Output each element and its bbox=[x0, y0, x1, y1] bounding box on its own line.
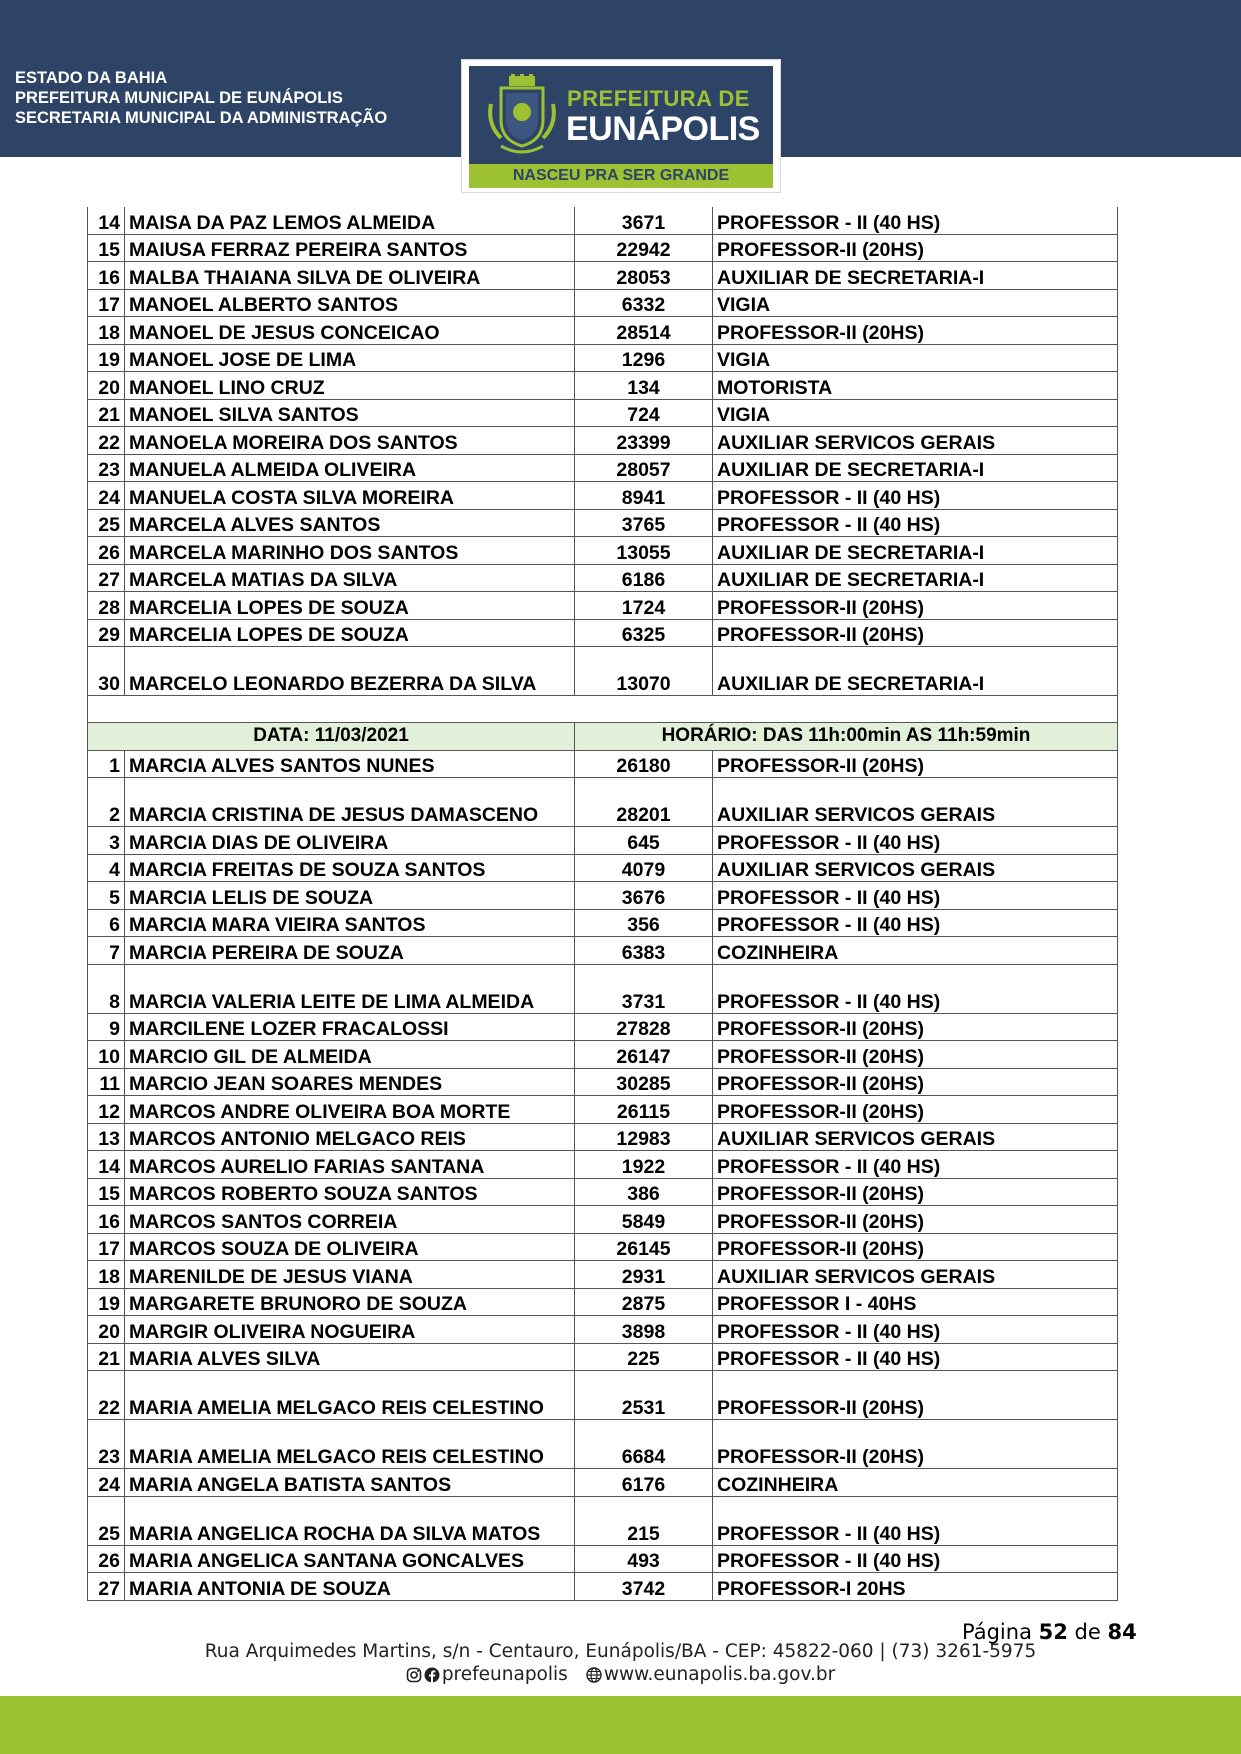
employee-name: MARIA AMELIA MELGACO REIS CELESTINO bbox=[125, 1420, 575, 1469]
row-number: 14 bbox=[88, 1151, 125, 1179]
registration-number: 1922 bbox=[575, 1151, 713, 1179]
table-row bbox=[88, 1420, 1118, 1469]
employee-name: MARCIA CRISTINA DE JESUS DAMASCENO bbox=[125, 778, 575, 827]
job-title: AUXILIAR DE SECRETARIA-I bbox=[713, 454, 1118, 482]
job-title: AUXILIAR DE SECRETARIA-I bbox=[713, 647, 1118, 696]
registration-number: 724 bbox=[575, 399, 713, 427]
job-title: PROFESSOR-II (20HS) bbox=[713, 1420, 1118, 1469]
job-title: PROFESSOR - II (40 HS) bbox=[713, 1151, 1118, 1179]
table-row bbox=[88, 1496, 1118, 1545]
row-number: 29 bbox=[88, 619, 125, 647]
job-title: AUXILIAR SERVICOS GERAIS bbox=[713, 778, 1118, 827]
table-row bbox=[88, 1013, 1118, 1041]
job-title: PROFESSOR - II (40 HS) bbox=[713, 1545, 1118, 1573]
registration-number: 28057 bbox=[575, 454, 713, 482]
job-title: COZINHEIRA bbox=[713, 937, 1118, 965]
table-row bbox=[88, 778, 1118, 827]
registration-number: 26180 bbox=[575, 750, 713, 778]
logo-panel bbox=[469, 66, 773, 164]
employee-name: MARCOS ROBERTO SOUZA SANTOS bbox=[125, 1178, 575, 1206]
registration-number: 493 bbox=[575, 1545, 713, 1573]
registration-number: 5849 bbox=[575, 1206, 713, 1234]
header-secretariat: SECRETARIA MUNICIPAL DA ADMINISTRAÇÃO bbox=[15, 109, 388, 127]
row-number: 28 bbox=[88, 592, 125, 620]
registration-number: 6684 bbox=[575, 1420, 713, 1469]
table-row bbox=[88, 1469, 1118, 1497]
table-row bbox=[88, 1123, 1118, 1151]
row-number: 4 bbox=[88, 854, 125, 882]
job-title: PROFESSOR - II (40 HS) bbox=[713, 1496, 1118, 1545]
employee-name: MARIA AMELIA MELGACO REIS CELESTINO bbox=[125, 1371, 575, 1420]
header-state: ESTADO DA BAHIA bbox=[15, 69, 168, 87]
employee-name: MANOEL LINO CRUZ bbox=[125, 372, 575, 400]
row-number: 8 bbox=[88, 964, 125, 1013]
employee-name: MANUELA ALMEIDA OLIVEIRA bbox=[125, 454, 575, 482]
row-number: 17 bbox=[88, 1233, 125, 1261]
job-title: COZINHEIRA bbox=[713, 1469, 1118, 1497]
registration-number: 6325 bbox=[575, 619, 713, 647]
employee-name: MARIA ALVES SILVA bbox=[125, 1343, 575, 1371]
table-row bbox=[88, 1288, 1118, 1316]
table-row bbox=[88, 1316, 1118, 1344]
logo-title-top: PREFEITURA DE bbox=[567, 86, 750, 111]
row-number: 7 bbox=[88, 937, 125, 965]
registration-number: 3676 bbox=[575, 882, 713, 910]
table-row bbox=[88, 854, 1118, 882]
row-number: 19 bbox=[88, 344, 125, 372]
schedule-table bbox=[87, 207, 1118, 1601]
employee-name: MARCIA FREITAS DE SOUZA SANTOS bbox=[125, 854, 575, 882]
job-title: PROFESSOR-II (20HS) bbox=[713, 234, 1118, 262]
footer-band bbox=[0, 1696, 1241, 1754]
row-number: 22 bbox=[88, 1371, 125, 1420]
session-time: HORÁRIO: DAS 11h:00min AS 11h:59min bbox=[575, 723, 1118, 751]
table-row bbox=[88, 937, 1118, 965]
table-row bbox=[88, 1233, 1118, 1261]
job-title: VIGIA bbox=[713, 399, 1118, 427]
job-title: AUXILIAR DE SECRETARIA-I bbox=[713, 262, 1118, 290]
page-label: Página bbox=[962, 1620, 1032, 1644]
row-number: 22 bbox=[88, 427, 125, 455]
job-title: PROFESSOR-II (20HS) bbox=[713, 1013, 1118, 1041]
table-row bbox=[88, 234, 1118, 262]
registration-number: 26115 bbox=[575, 1096, 713, 1124]
row-number: 20 bbox=[88, 1316, 125, 1344]
row-number: 25 bbox=[88, 1496, 125, 1545]
registration-number: 134 bbox=[575, 372, 713, 400]
job-title: PROFESSOR-II (20HS) bbox=[713, 1068, 1118, 1096]
employee-name: MARCOS AURELIO FARIAS SANTANA bbox=[125, 1151, 575, 1179]
registration-number: 27828 bbox=[575, 1013, 713, 1041]
table-row bbox=[88, 317, 1118, 345]
website-link[interactable]: www.eunapolis.ba.gov.br bbox=[603, 1664, 836, 1685]
job-title: PROFESSOR-II (20HS) bbox=[713, 1096, 1118, 1124]
row-number: 17 bbox=[88, 289, 125, 317]
table-row bbox=[88, 592, 1118, 620]
row-number: 16 bbox=[88, 262, 125, 290]
spacer-row bbox=[88, 696, 1118, 723]
row-number: 27 bbox=[88, 564, 125, 592]
registration-number: 3898 bbox=[575, 1316, 713, 1344]
registration-number: 26145 bbox=[575, 1233, 713, 1261]
registration-number: 2531 bbox=[575, 1371, 713, 1420]
row-number: 14 bbox=[88, 207, 125, 234]
registration-number: 3731 bbox=[575, 964, 713, 1013]
row-number: 21 bbox=[88, 1343, 125, 1371]
table-row bbox=[88, 427, 1118, 455]
employee-name: MARCOS SOUZA DE OLIVEIRA bbox=[125, 1233, 575, 1261]
registration-number: 3671 bbox=[575, 207, 713, 234]
row-number: 24 bbox=[88, 482, 125, 510]
header-prefecture: PREFEITURA MUNICIPAL DE EUNÁPOLIS bbox=[15, 89, 343, 107]
job-title: PROFESSOR-II (20HS) bbox=[713, 1371, 1118, 1420]
employee-name: MARCOS SANTOS CORREIA bbox=[125, 1206, 575, 1234]
registration-number: 28514 bbox=[575, 317, 713, 345]
employee-name: MARCELO LEONARDO BEZERRA DA SILVA bbox=[125, 647, 575, 696]
job-title: PROFESSOR-II (20HS) bbox=[713, 1233, 1118, 1261]
job-title: PROFESSOR - II (40 HS) bbox=[713, 909, 1118, 937]
registration-number: 13070 bbox=[575, 647, 713, 696]
employee-name: MANOEL ALBERTO SANTOS bbox=[125, 289, 575, 317]
employee-name: MANOELA MOREIRA DOS SANTOS bbox=[125, 427, 575, 455]
row-number: 16 bbox=[88, 1206, 125, 1234]
job-title: AUXILIAR SERVICOS GERAIS bbox=[713, 854, 1118, 882]
table-row bbox=[88, 750, 1118, 778]
row-number: 20 bbox=[88, 372, 125, 400]
row-number: 21 bbox=[88, 399, 125, 427]
employee-name: MARGARETE BRUNORO DE SOUZA bbox=[125, 1288, 575, 1316]
logo-title-main: EUNÁPOLIS bbox=[566, 110, 760, 148]
row-number: 18 bbox=[88, 317, 125, 345]
table-row bbox=[88, 882, 1118, 910]
table-row bbox=[88, 207, 1118, 234]
row-number: 26 bbox=[88, 1545, 125, 1573]
employee-name: MARCIA VALERIA LEITE DE LIMA ALMEIDA bbox=[125, 964, 575, 1013]
job-title: PROFESSOR I - 40HS bbox=[713, 1288, 1118, 1316]
employee-name: MARIA ANGELICA ROCHA DA SILVA MATOS bbox=[125, 1496, 575, 1545]
row-number: 2 bbox=[88, 778, 125, 827]
header-institution bbox=[15, 68, 387, 128]
table-row bbox=[88, 1343, 1118, 1371]
table-row bbox=[88, 509, 1118, 537]
job-title: PROFESSOR - II (40 HS) bbox=[713, 882, 1118, 910]
table-row bbox=[88, 909, 1118, 937]
job-title: PROFESSOR - II (40 HS) bbox=[713, 964, 1118, 1013]
row-number: 25 bbox=[88, 509, 125, 537]
employee-name: MARCIA PEREIRA DE SOUZA bbox=[125, 937, 575, 965]
table-row bbox=[88, 647, 1118, 696]
job-title: PROFESSOR - II (40 HS) bbox=[713, 207, 1118, 234]
registration-number: 3742 bbox=[575, 1573, 713, 1601]
table-row bbox=[88, 454, 1118, 482]
registration-number: 386 bbox=[575, 1178, 713, 1206]
table-row bbox=[88, 1573, 1118, 1601]
registration-number: 215 bbox=[575, 1496, 713, 1545]
employee-name: MANOEL JOSE DE LIMA bbox=[125, 344, 575, 372]
employee-name: MARCELA MATIAS DA SILVA bbox=[125, 564, 575, 592]
employee-name: MARCIA ALVES SANTOS NUNES bbox=[125, 750, 575, 778]
registration-number: 1296 bbox=[575, 344, 713, 372]
employee-name: MARCELIA LOPES DE SOUZA bbox=[125, 619, 575, 647]
employee-name: MALBA THAIANA SILVA DE OLIVEIRA bbox=[125, 262, 575, 290]
table-row bbox=[88, 1041, 1118, 1069]
employee-name: MARIA ANGELICA SANTANA GONCALVES bbox=[125, 1545, 575, 1573]
table-row bbox=[88, 482, 1118, 510]
instagram-icon bbox=[406, 1667, 422, 1683]
page-of: de bbox=[1074, 1620, 1101, 1644]
job-title: PROFESSOR-II (20HS) bbox=[713, 592, 1118, 620]
job-title: MOTORISTA bbox=[713, 372, 1118, 400]
registration-number: 4079 bbox=[575, 854, 713, 882]
logo-slogan: NASCEU PRA SER GRANDE bbox=[469, 164, 773, 188]
row-number: 9 bbox=[88, 1013, 125, 1041]
row-number: 26 bbox=[88, 537, 125, 565]
registration-number: 6186 bbox=[575, 564, 713, 592]
employee-name: MAISA DA PAZ LEMOS ALMEIDA bbox=[125, 207, 575, 234]
registration-number: 225 bbox=[575, 1343, 713, 1371]
employee-name: MARCIA DIAS DE OLIVEIRA bbox=[125, 827, 575, 855]
session-header-row bbox=[88, 723, 1118, 751]
row-number: 23 bbox=[88, 454, 125, 482]
registration-number: 23399 bbox=[575, 427, 713, 455]
table-row bbox=[88, 1068, 1118, 1096]
row-number: 3 bbox=[88, 827, 125, 855]
session-date: DATA: 11/03/2021 bbox=[88, 723, 575, 751]
job-title: PROFESSOR-II (20HS) bbox=[713, 1206, 1118, 1234]
job-title: PROFESSOR - II (40 HS) bbox=[713, 482, 1118, 510]
job-title: PROFESSOR-II (20HS) bbox=[713, 1041, 1118, 1069]
job-title: AUXILIAR SERVICOS GERAIS bbox=[713, 1261, 1118, 1289]
employee-name: MARCELA MARINHO DOS SANTOS bbox=[125, 537, 575, 565]
job-title: PROFESSOR - II (40 HS) bbox=[713, 509, 1118, 537]
facebook-icon bbox=[424, 1667, 440, 1683]
row-number: 12 bbox=[88, 1096, 125, 1124]
table-row bbox=[88, 537, 1118, 565]
employee-name: MARCIO JEAN SOARES MENDES bbox=[125, 1068, 575, 1096]
employee-name: MARCIO GIL DE ALMEIDA bbox=[125, 1041, 575, 1069]
employee-name: MARCELA ALVES SANTOS bbox=[125, 509, 575, 537]
table-row bbox=[88, 262, 1118, 290]
page-current: 52 bbox=[1038, 1620, 1068, 1644]
job-title: PROFESSOR-II (20HS) bbox=[713, 619, 1118, 647]
page-total: 84 bbox=[1107, 1620, 1137, 1644]
employee-name: MANOEL SILVA SANTOS bbox=[125, 399, 575, 427]
job-title: PROFESSOR - II (40 HS) bbox=[713, 1316, 1118, 1344]
registration-number: 6176 bbox=[575, 1469, 713, 1497]
table-row bbox=[88, 372, 1118, 400]
row-number: 30 bbox=[88, 647, 125, 696]
row-number: 24 bbox=[88, 1469, 125, 1497]
table-row bbox=[88, 1545, 1118, 1573]
registration-number: 28053 bbox=[575, 262, 713, 290]
section-b-body bbox=[88, 750, 1118, 1600]
table-row bbox=[88, 964, 1118, 1013]
employee-name: MARCILENE LOZER FRACALOSSI bbox=[125, 1013, 575, 1041]
table-row bbox=[88, 1178, 1118, 1206]
employee-name: MAIUSA FERRAZ PEREIRA SANTOS bbox=[125, 234, 575, 262]
table-row bbox=[88, 399, 1118, 427]
row-number: 1 bbox=[88, 750, 125, 778]
row-number: 10 bbox=[88, 1041, 125, 1069]
job-title: AUXILIAR DE SECRETARIA-I bbox=[713, 537, 1118, 565]
table-row bbox=[88, 827, 1118, 855]
table-row bbox=[88, 1261, 1118, 1289]
row-number: 13 bbox=[88, 1123, 125, 1151]
employee-name: MARGIR OLIVEIRA NOGUEIRA bbox=[125, 1316, 575, 1344]
registration-number: 12983 bbox=[575, 1123, 713, 1151]
registration-number: 645 bbox=[575, 827, 713, 855]
row-number: 15 bbox=[88, 234, 125, 262]
table-row bbox=[88, 619, 1118, 647]
registration-number: 356 bbox=[575, 909, 713, 937]
registration-number: 3765 bbox=[575, 509, 713, 537]
registration-number: 30285 bbox=[575, 1068, 713, 1096]
job-title: PROFESSOR-II (20HS) bbox=[713, 750, 1118, 778]
job-title: AUXILIAR DE SECRETARIA-I bbox=[713, 564, 1118, 592]
footer-contacts bbox=[0, 1664, 1241, 1685]
employee-name: MANOEL DE JESUS CONCEICAO bbox=[125, 317, 575, 345]
employee-name: MARCELIA LOPES DE SOUZA bbox=[125, 592, 575, 620]
job-title: VIGIA bbox=[713, 344, 1118, 372]
job-title: AUXILIAR SERVICOS GERAIS bbox=[713, 427, 1118, 455]
registration-number: 28201 bbox=[575, 778, 713, 827]
employee-name: MARIA ANTONIA DE SOUZA bbox=[125, 1573, 575, 1601]
globe-icon bbox=[586, 1667, 602, 1683]
table-row bbox=[88, 344, 1118, 372]
footer-address: Rua Arquimedes Martins, s/n - Centauro, Eunápolis/BA - CEP: 45822-060 | (73) 3261-5975 bbox=[204, 1641, 1037, 1662]
table-row bbox=[88, 1151, 1118, 1179]
table-row bbox=[88, 289, 1118, 317]
row-number: 27 bbox=[88, 1573, 125, 1601]
section-a-body bbox=[88, 207, 1118, 696]
employee-name: MARCIA MARA VIEIRA SANTOS bbox=[125, 909, 575, 937]
row-number: 23 bbox=[88, 1420, 125, 1469]
job-title: AUXILIAR SERVICOS GERAIS bbox=[713, 1123, 1118, 1151]
employee-name: MARCIA LELIS DE SOUZA bbox=[125, 882, 575, 910]
registration-number: 26147 bbox=[575, 1041, 713, 1069]
row-number: 6 bbox=[88, 909, 125, 937]
registration-number: 2875 bbox=[575, 1288, 713, 1316]
employee-name: MARIA ANGELA BATISTA SANTOS bbox=[125, 1469, 575, 1497]
social-handle[interactable]: prefeunapolis bbox=[441, 1664, 568, 1685]
registration-number: 2931 bbox=[575, 1261, 713, 1289]
row-number: 15 bbox=[88, 1178, 125, 1206]
employee-name: MANUELA COSTA SILVA MOREIRA bbox=[125, 482, 575, 510]
registration-number: 13055 bbox=[575, 537, 713, 565]
registration-number: 22942 bbox=[575, 234, 713, 262]
job-title: PROFESSOR-II (20HS) bbox=[713, 1178, 1118, 1206]
row-number: 18 bbox=[88, 1261, 125, 1289]
coat-of-arms-icon bbox=[487, 74, 557, 158]
job-title: PROFESSOR-II (20HS) bbox=[713, 317, 1118, 345]
table-row bbox=[88, 1096, 1118, 1124]
table-row bbox=[88, 1371, 1118, 1420]
registration-number: 6332 bbox=[575, 289, 713, 317]
job-title: VIGIA bbox=[713, 289, 1118, 317]
job-title: PROFESSOR-I 20HS bbox=[713, 1573, 1118, 1601]
employee-name: MARCOS ANDRE OLIVEIRA BOA MORTE bbox=[125, 1096, 575, 1124]
table-row bbox=[88, 1206, 1118, 1234]
table-row bbox=[88, 564, 1118, 592]
row-number: 19 bbox=[88, 1288, 125, 1316]
job-title: PROFESSOR - II (40 HS) bbox=[713, 1343, 1118, 1371]
registration-number: 6383 bbox=[575, 937, 713, 965]
employee-name: MARCOS ANTONIO MELGACO REIS bbox=[125, 1123, 575, 1151]
job-title: PROFESSOR - II (40 HS) bbox=[713, 827, 1118, 855]
row-number: 11 bbox=[88, 1068, 125, 1096]
registration-number: 8941 bbox=[575, 482, 713, 510]
employee-name: MARENILDE DE JESUS VIANA bbox=[125, 1261, 575, 1289]
registration-number: 1724 bbox=[575, 592, 713, 620]
prefecture-logo bbox=[462, 60, 780, 192]
row-number: 5 bbox=[88, 882, 125, 910]
